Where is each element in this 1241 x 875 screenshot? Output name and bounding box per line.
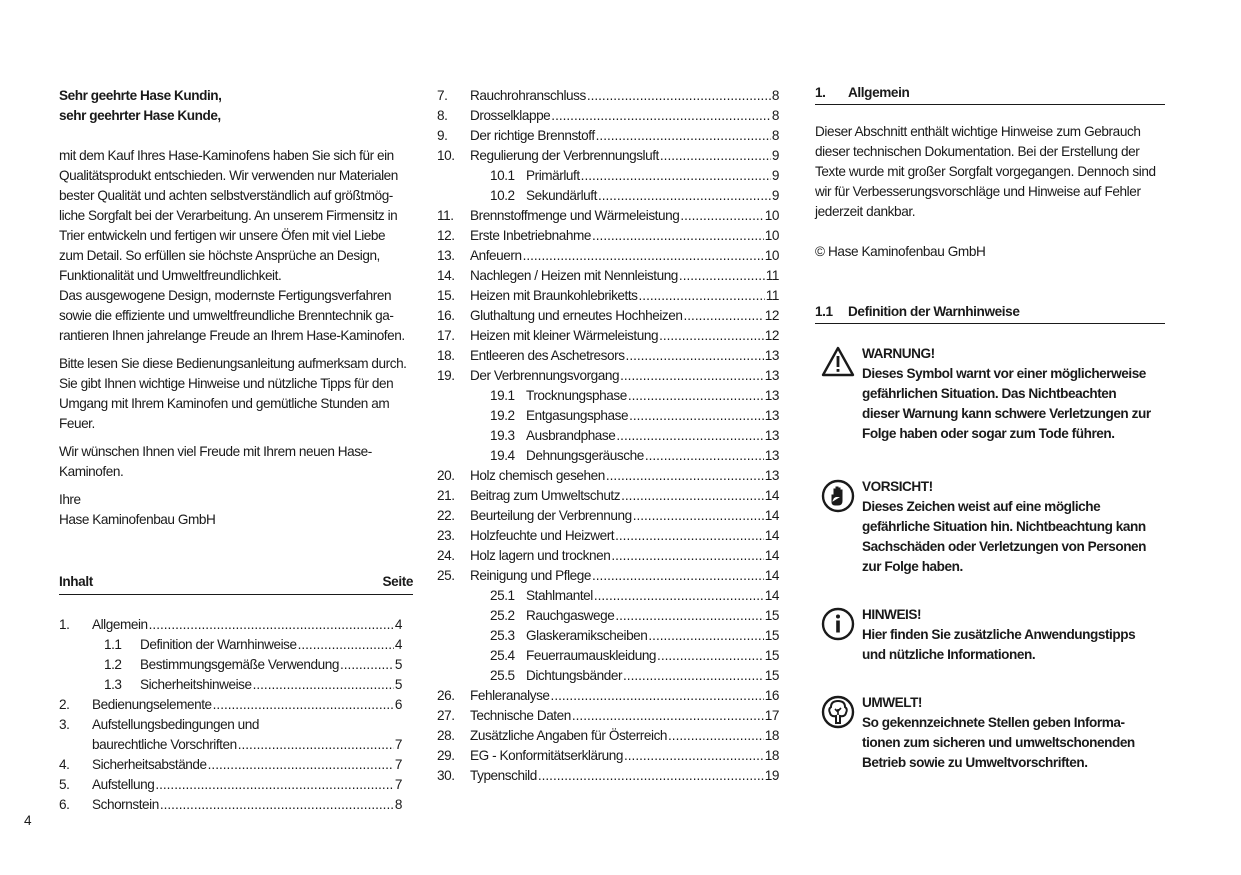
toc-entry[interactable] bbox=[437, 366, 779, 386]
text-line: Texte wurde mit großer Sorgfalt vorgegangen. Dennoch sind bbox=[815, 164, 1156, 179]
toc-entry[interactable] bbox=[437, 546, 779, 566]
toc-leader-dots bbox=[238, 735, 394, 755]
toc-entry-number: 10.2 bbox=[490, 188, 515, 203]
toc-entry-title: Reinigung und Pflege bbox=[470, 568, 591, 583]
toc-entry[interactable] bbox=[437, 106, 779, 126]
greeting bbox=[59, 86, 413, 126]
subsection-heading bbox=[815, 299, 1165, 324]
toc-entry-number: 16. bbox=[437, 308, 455, 323]
toc-entry-title: Heizen mit Braunkohlebriketts bbox=[470, 288, 638, 303]
toc-entry-title: Nachlegen / Heizen mit Nennleistung bbox=[470, 268, 678, 283]
toc-entry-page: 15 bbox=[764, 648, 779, 663]
signature bbox=[59, 490, 413, 530]
toc-entry[interactable] bbox=[437, 126, 779, 146]
notice-text-line: Sachschäden oder Verletzungen von Personen bbox=[862, 539, 1147, 554]
toc-entry-number: 26. bbox=[437, 688, 455, 703]
notice-title: HINWEIS! bbox=[862, 607, 922, 622]
section-body bbox=[815, 122, 1169, 222]
toc-entry-number: 10.1 bbox=[490, 168, 515, 183]
intro-letter bbox=[59, 86, 413, 530]
toc-entry[interactable] bbox=[437, 726, 779, 746]
toc-entry-title: Schornstein bbox=[92, 797, 159, 812]
text-line: Sie gibt Ihnen wichtige Hinweise und nützliche Tipps für den bbox=[59, 376, 394, 391]
toc-entry-page: 13 bbox=[764, 468, 779, 483]
toc-leader-dots bbox=[611, 546, 763, 566]
text-line: dieser technischen Dokumentation. Bei der Erstellung der bbox=[815, 144, 1140, 159]
toc-entry[interactable] bbox=[437, 526, 779, 546]
notice-text-line: Folge haben oder sogar zum Tode führen. bbox=[862, 426, 1115, 441]
toc-entry-page: 14 bbox=[764, 548, 779, 563]
notice-text-line: gefährliche Situation hin. Nichtbeachtung kann bbox=[862, 519, 1146, 534]
toc-entry-title: Rauchrohranschluss bbox=[470, 88, 586, 103]
toc-leader-dots bbox=[551, 106, 771, 126]
notice-text-line: Dieses Symbol warnt vor einer möglicherweise bbox=[862, 366, 1146, 381]
toc-entry-number: 25.2 bbox=[490, 608, 515, 623]
toc-leader-dots bbox=[645, 446, 764, 466]
notice-text-line: Betrieb sowie zu Umweltvorschriften. bbox=[862, 755, 1088, 770]
toc-leader-dots bbox=[623, 666, 764, 686]
toc-entry-number: 7. bbox=[437, 88, 448, 103]
toc-entry[interactable] bbox=[59, 715, 402, 735]
text-line: Umgang mit Ihrem Kaminofen und gemütliche Stunden am bbox=[59, 396, 390, 411]
toc-entry-number: 22. bbox=[437, 508, 455, 523]
tree-environment-icon bbox=[819, 693, 857, 731]
toc-leader-dots bbox=[598, 186, 771, 206]
toc-entry-number: 27. bbox=[437, 708, 455, 723]
toc-entry-page: 9 bbox=[771, 168, 779, 183]
toc-entry-page: 18 bbox=[764, 748, 779, 763]
toc-entry-title: Sicherheitshinweise bbox=[140, 677, 252, 692]
toc-column-2 bbox=[437, 86, 779, 786]
text-line: Bitte lesen Sie diese Bedienungsanleitung aufmerksam durch. bbox=[59, 356, 407, 371]
toc-entry-page: 16 bbox=[764, 688, 779, 703]
toc-entry-number: 1.2 bbox=[104, 657, 122, 672]
toc-leader-dots bbox=[538, 766, 764, 786]
toc-entry[interactable] bbox=[437, 406, 779, 426]
toc-entry[interactable] bbox=[437, 606, 779, 626]
toc-entry-page: 7 bbox=[394, 757, 402, 772]
toc-entry-number: 11. bbox=[437, 208, 454, 223]
notice-text-line: Dieses Zeichen weist auf eine mögliche bbox=[862, 499, 1101, 514]
toc-entry-page: 17 bbox=[764, 708, 779, 723]
toc-entry-number: 14. bbox=[437, 268, 455, 283]
toc-entry-number: 21. bbox=[437, 488, 455, 503]
toc-entry-page: 13 bbox=[764, 368, 779, 383]
toc-entry-number: 19.2 bbox=[490, 408, 515, 423]
toc-entry[interactable] bbox=[59, 795, 402, 815]
toc-leader-dots bbox=[523, 246, 764, 266]
toc-leader-dots bbox=[581, 166, 771, 186]
section-heading bbox=[815, 80, 1165, 105]
toc-entry-title: Bedienungselemente bbox=[92, 697, 212, 712]
toc-entry-number: 25.4 bbox=[490, 648, 515, 663]
toc-leader-dots bbox=[213, 695, 394, 715]
greeting-line: sehr geehrter Hase Kunde, bbox=[59, 108, 221, 123]
toc-entry-number: 6. bbox=[59, 797, 70, 812]
toc-entry-page: 14 bbox=[764, 568, 779, 583]
toc-entry[interactable] bbox=[437, 506, 779, 526]
toc-leader-dots bbox=[587, 86, 771, 106]
toc-entry-title: Allgemein bbox=[92, 617, 148, 632]
toc-entry-page: 8 bbox=[771, 108, 779, 123]
toc-leader-dots bbox=[155, 775, 394, 795]
toc-leader-dots bbox=[680, 206, 763, 226]
toc-entry-title: Feuerraumauskleidung bbox=[526, 648, 657, 663]
toc-entry[interactable] bbox=[437, 446, 779, 466]
toc-entry[interactable] bbox=[59, 615, 402, 635]
toc-entry-page: 4 bbox=[394, 637, 402, 652]
toc-leader-dots bbox=[633, 506, 764, 526]
subsection-number: 1.1 bbox=[815, 304, 833, 319]
notice-text-line: tionen zum sicheren und umweltschonenden bbox=[862, 735, 1135, 750]
notice-text-line: Hier finden Sie zusätzliche Anwendungstipps bbox=[862, 627, 1136, 642]
toc-entry-page: 15 bbox=[764, 668, 779, 683]
toc-entry[interactable] bbox=[437, 86, 779, 106]
toc-entry-number: 15. bbox=[437, 288, 455, 303]
toc-leader-dots bbox=[648, 626, 763, 646]
toc-leader-dots bbox=[551, 686, 764, 706]
toc-leader-dots bbox=[594, 586, 764, 606]
toc-entry-number: 1. bbox=[59, 617, 70, 632]
toc-entry-number: 19.3 bbox=[490, 428, 515, 443]
toc-leader-dots bbox=[621, 486, 764, 506]
text-line: Das ausgewogene Design, modernste Fertigungsverfahren bbox=[59, 288, 392, 303]
toc-entry-title: Brennstoffmenge und Wärmeleistung bbox=[470, 208, 680, 223]
warning-triangle-icon bbox=[819, 344, 857, 382]
toc-entry-title: Definition der Warnhinweise bbox=[140, 637, 297, 652]
page-number: 4 bbox=[24, 813, 32, 828]
toc-entry[interactable] bbox=[437, 226, 779, 246]
toc-entry-page: 10 bbox=[764, 228, 779, 243]
toc-entry[interactable] bbox=[59, 755, 402, 775]
notice-text-line: zur Folge haben. bbox=[862, 559, 963, 574]
toc-entry-page: 7 bbox=[394, 777, 402, 792]
toc-entry-title: Bestimmungsgemäße Verwendung bbox=[140, 657, 339, 672]
toc-entry[interactable] bbox=[437, 186, 779, 206]
toc-leader-dots bbox=[679, 266, 765, 286]
toc-entry-title: Entleeren des Aschetresors bbox=[470, 348, 625, 363]
section-title: Allgemein bbox=[848, 85, 910, 100]
toc-entry-number: 28. bbox=[437, 728, 455, 743]
toc-entry[interactable] bbox=[437, 146, 779, 166]
toc-entry-number: 12. bbox=[437, 228, 455, 243]
text-line: rantieren Ihnen jahrelange Freude an Ihrem Hase-Kaminofen. bbox=[59, 328, 405, 343]
toc-entry[interactable] bbox=[59, 655, 402, 675]
text-line: Wir wünschen Ihnen viel Freude mit Ihrem neuen Hase- bbox=[59, 444, 372, 459]
toc-entry-title: Stahlmantel bbox=[526, 588, 593, 603]
toc-entry-page: 11 bbox=[765, 268, 779, 283]
toc-entry-page: 10 bbox=[764, 208, 779, 223]
toc-entry[interactable] bbox=[437, 386, 779, 406]
toc-entry[interactable] bbox=[437, 246, 779, 266]
toc-entry-number: 23. bbox=[437, 528, 455, 543]
wish-paragraph bbox=[59, 442, 413, 482]
toc-entry-number: 13. bbox=[437, 248, 455, 263]
toc-entry-title: Glaskeramikscheiben bbox=[526, 628, 648, 643]
toc-entry-number: 3. bbox=[59, 717, 70, 732]
toc-entry-page: 15 bbox=[764, 608, 779, 623]
toc-leader-dots bbox=[298, 635, 394, 655]
toc-entry-page: 15 bbox=[764, 628, 779, 643]
toc-entry[interactable] bbox=[437, 266, 779, 286]
toc-entry-page: 4 bbox=[394, 617, 402, 632]
toc-entry-number: 29. bbox=[437, 748, 455, 763]
toc-entry-number: 1.3 bbox=[104, 677, 122, 692]
toc-entry-page: 10 bbox=[764, 248, 779, 263]
toc-entry[interactable] bbox=[437, 686, 779, 706]
toc-entry-number: 8. bbox=[437, 108, 448, 123]
toc-entry[interactable] bbox=[437, 306, 779, 326]
toc-entry-title: Ausbrandphase bbox=[526, 428, 616, 443]
toc-entry[interactable] bbox=[59, 695, 402, 715]
toc-leader-dots bbox=[572, 706, 764, 726]
toc-entry-page: 18 bbox=[764, 728, 779, 743]
toc-entry-title: Rauchgaswege bbox=[526, 608, 615, 623]
notice-text-line: und nützliche Informationen. bbox=[862, 647, 1036, 662]
toc-leader-dots bbox=[616, 426, 763, 446]
text-line: Kaminofen. bbox=[59, 464, 124, 479]
text-line: liche Sorgfalt bei der Verarbeitung. An unserem Firmensitz in bbox=[59, 208, 398, 223]
toc-leader-dots bbox=[624, 746, 764, 766]
toc-entry[interactable] bbox=[437, 586, 779, 606]
toc-entry-page: 9 bbox=[771, 148, 779, 163]
toc-entry-number: 25.1 bbox=[490, 588, 515, 603]
toc-entry-page: 13 bbox=[764, 388, 779, 403]
toc-leader-dots bbox=[629, 406, 764, 426]
toc-entry-page: 7 bbox=[394, 737, 402, 752]
info-icon bbox=[819, 605, 857, 643]
toc-entry-title: Fehleranalyse bbox=[470, 688, 550, 703]
toc-entry-title: Der richtige Brennstoff bbox=[470, 128, 595, 143]
text-line: Trier entwickeln und fertigen wir unsere Öfen mit viel Liebe bbox=[59, 228, 386, 243]
toc-entry-title: baurechtliche Vorschriften bbox=[92, 737, 237, 752]
toc-leader-dots bbox=[340, 655, 394, 675]
notice-text-line: gefährlichen Situation. Das Nichtbeachten bbox=[862, 386, 1117, 401]
toc-entry-title: Drosselklappe bbox=[470, 108, 551, 123]
toc-entry-number: 19. bbox=[437, 368, 455, 383]
notice-text-line: So gekennzeichnete Stellen geben Informa- bbox=[862, 715, 1125, 730]
toc-entry-number: 30. bbox=[437, 768, 455, 783]
toc-entry-title: Technische Daten bbox=[470, 708, 571, 723]
greeting-line: Sehr geehrte Hase Kundin, bbox=[59, 88, 222, 103]
toc-entry-title: Typenschild bbox=[470, 768, 537, 783]
toc-entry-page: 8 bbox=[771, 88, 779, 103]
toc-entry-page: 14 bbox=[764, 528, 779, 543]
toc-entry-number: 25.3 bbox=[490, 628, 515, 643]
toc-entry[interactable] bbox=[437, 486, 779, 506]
toc-entry-page: 19 bbox=[764, 768, 779, 783]
toc-entry[interactable] bbox=[437, 746, 779, 766]
toc-entry-title: Beitrag zum Umweltschutz bbox=[470, 488, 621, 503]
toc-entry[interactable] bbox=[437, 166, 779, 186]
text-line: Hase Kaminofenbau GmbH bbox=[59, 512, 216, 527]
toc-entry[interactable] bbox=[59, 735, 402, 755]
toc-leader-dots bbox=[626, 346, 764, 366]
toc-entry-title: Regulierung der Verbrennungsluft bbox=[470, 148, 659, 163]
toc-entry-page: 5 bbox=[394, 677, 402, 692]
toc-entry-page: 14 bbox=[764, 488, 779, 503]
toc-column-1 bbox=[59, 615, 402, 815]
text-line: Feuer. bbox=[59, 416, 95, 431]
copyright: © Hase Kaminofenbau GmbH bbox=[815, 244, 986, 259]
toc-leader-dots bbox=[639, 286, 765, 306]
toc-entry[interactable] bbox=[437, 706, 779, 726]
toc-leader-dots bbox=[592, 566, 764, 586]
toc-entry-number: 20. bbox=[437, 468, 455, 483]
toc-leader-dots bbox=[253, 675, 394, 695]
toc-header-title: Inhalt bbox=[59, 574, 93, 589]
toc-entry-title: Primärluft bbox=[526, 168, 580, 183]
toc-entry-page: 14 bbox=[764, 588, 779, 603]
text-line: Dieser Abschnitt enthält wichtige Hinweise zum Gebrauch bbox=[815, 124, 1141, 139]
toc-entry[interactable] bbox=[437, 286, 779, 306]
toc-entry-page: 5 bbox=[394, 657, 402, 672]
notice-title: VORSICHT! bbox=[862, 479, 933, 494]
toc-entry-title: Beurteilung der Verbrennung bbox=[470, 508, 632, 523]
toc-entry-title: Erste Inbetriebnahme bbox=[470, 228, 591, 243]
toc-leader-dots bbox=[628, 386, 764, 406]
toc-entry-title: Trocknungsphase bbox=[526, 388, 627, 403]
toc-entry-page: 13 bbox=[764, 348, 779, 363]
toc-entry-title: Aufstellung bbox=[92, 777, 155, 792]
toc-entry-number: 9. bbox=[437, 128, 448, 143]
toc-entry-number: 10. bbox=[437, 148, 455, 163]
toc-entry-title: Anfeuern bbox=[470, 248, 522, 263]
toc-entry-page: 9 bbox=[771, 188, 779, 203]
toc-leader-dots bbox=[657, 646, 764, 666]
toc-entry-title: Entgasungsphase bbox=[526, 408, 629, 423]
section-general bbox=[815, 80, 1169, 770]
toc-entry[interactable] bbox=[437, 766, 779, 786]
toc-entry-page: 12 bbox=[764, 308, 779, 323]
hand-caution-icon bbox=[819, 477, 857, 515]
text-line: wir für Verbesserungsvorschläge und Hinweise auf Fehler bbox=[815, 184, 1141, 199]
toc-entry-title: Dehnungsgeräusche bbox=[526, 448, 644, 463]
toc-entry-title: Dichtungsbänder bbox=[526, 668, 623, 683]
toc-leader-dots bbox=[683, 306, 763, 326]
toc-entry-title: Heizen mit kleiner Wärmeleistung bbox=[470, 328, 659, 343]
text-line: Funktionalität und Umweltfreundlichkeit. bbox=[59, 268, 282, 283]
toc-leader-dots bbox=[160, 795, 394, 815]
text-line: Qualitätsprodukt entschieden. Wir verwenden nur Materialen bbox=[59, 168, 398, 183]
toc-leader-dots bbox=[615, 526, 764, 546]
toc-entry-number: 24. bbox=[437, 548, 455, 563]
toc-entry-page: 13 bbox=[764, 408, 779, 423]
toc-entry[interactable] bbox=[437, 326, 779, 346]
toc-entry-title: Holzfeuchte und Heizwert bbox=[470, 528, 615, 543]
text-line: zum Detail. So erfüllen sie höchste Ansprüche an Design, bbox=[59, 248, 380, 263]
toc-entry-number: 19.1 bbox=[490, 388, 515, 403]
manual-paragraph bbox=[59, 354, 413, 434]
toc-entry-title: Holz chemisch gesehen bbox=[470, 468, 605, 483]
toc-header bbox=[59, 574, 413, 595]
toc-entry-title: Zusätzliche Angaben für Österreich bbox=[470, 728, 668, 743]
toc-leader-dots bbox=[208, 755, 394, 775]
toc-leader-dots bbox=[620, 366, 764, 386]
toc-entry-title: Gluthaltung und erneutes Hochheizen bbox=[470, 308, 683, 323]
toc-entry[interactable] bbox=[437, 466, 779, 486]
toc-entry[interactable] bbox=[437, 206, 779, 226]
notice-title: WARNUNG! bbox=[862, 346, 935, 361]
toc-entry-page: 8 bbox=[394, 797, 402, 812]
toc-entry-page: 12 bbox=[764, 328, 779, 343]
toc-entry-title: Sicherheitsabstände bbox=[92, 757, 207, 772]
text-line: sowie die effiziente und umweltfreundliche Brenntechnik ga- bbox=[59, 308, 394, 323]
toc-entry-title: Der Verbrennungsvorgang bbox=[470, 368, 620, 383]
toc-leader-dots bbox=[660, 146, 771, 166]
toc-entry-number: 17. bbox=[437, 328, 455, 343]
text-line: Ihre bbox=[59, 492, 81, 507]
toc-entry-number: 4. bbox=[59, 757, 70, 772]
notice-text-line: dieser Warnung kann schwere Verletzungen zur bbox=[862, 406, 1151, 421]
toc-leader-dots bbox=[615, 606, 763, 626]
toc-entry-number: 25. bbox=[437, 568, 455, 583]
toc-entry[interactable] bbox=[437, 346, 779, 366]
toc-entry-page: 11 bbox=[765, 288, 779, 303]
toc-entry-page: 13 bbox=[764, 448, 779, 463]
toc-entry[interactable] bbox=[437, 666, 779, 686]
toc-entry[interactable] bbox=[437, 566, 779, 586]
toc-leader-dots bbox=[606, 466, 764, 486]
toc-entry-page: 8 bbox=[771, 128, 779, 143]
toc-entry-number: 18. bbox=[437, 348, 455, 363]
toc-entry-title: Holz lagern und trocknen bbox=[470, 548, 611, 563]
section-number: 1. bbox=[815, 85, 826, 100]
toc-header-page: Seite bbox=[382, 574, 413, 589]
subsection-title: Definition der Warnhinweise bbox=[848, 304, 1020, 319]
notice-title: UMWELT! bbox=[862, 695, 923, 710]
toc-leader-dots bbox=[149, 615, 394, 635]
toc-entry[interactable] bbox=[437, 626, 779, 646]
text-line: bester Qualität und achten selbstverständlich auf größtmög- bbox=[59, 188, 393, 203]
toc-leader-dots bbox=[592, 226, 764, 246]
intro-paragraph bbox=[59, 146, 413, 346]
toc-entry-number: 25.5 bbox=[490, 668, 515, 683]
toc-entry[interactable] bbox=[59, 675, 402, 695]
toc-entry-number: 5. bbox=[59, 777, 70, 792]
toc-entry-title: Sekundärluft bbox=[526, 188, 597, 203]
toc-entry[interactable] bbox=[59, 775, 402, 795]
text-line: mit dem Kauf Ihres Hase-Kaminofens haben Sie sich für ein bbox=[59, 148, 394, 163]
toc-leader-dots bbox=[659, 326, 764, 346]
toc-entry-page: 13 bbox=[764, 428, 779, 443]
toc-entry-number: 2. bbox=[59, 697, 70, 712]
toc-entry[interactable] bbox=[59, 635, 402, 655]
toc-entry[interactable] bbox=[437, 426, 779, 446]
toc-entry[interactable] bbox=[437, 646, 779, 666]
toc-entry-page: 6 bbox=[394, 697, 402, 712]
toc-entry-number: 19.4 bbox=[490, 448, 515, 463]
toc-leader-dots bbox=[596, 126, 771, 146]
toc-entry-title: Aufstellungsbedingungen und bbox=[92, 717, 259, 732]
toc-entry-title: EG - Konformitätserklärung bbox=[470, 748, 623, 763]
toc-entry-page: 14 bbox=[764, 508, 779, 523]
toc-entry-number: 1.1 bbox=[104, 637, 122, 652]
toc-leader-dots bbox=[668, 726, 764, 746]
text-line: jederzeit dankbar. bbox=[815, 204, 916, 219]
